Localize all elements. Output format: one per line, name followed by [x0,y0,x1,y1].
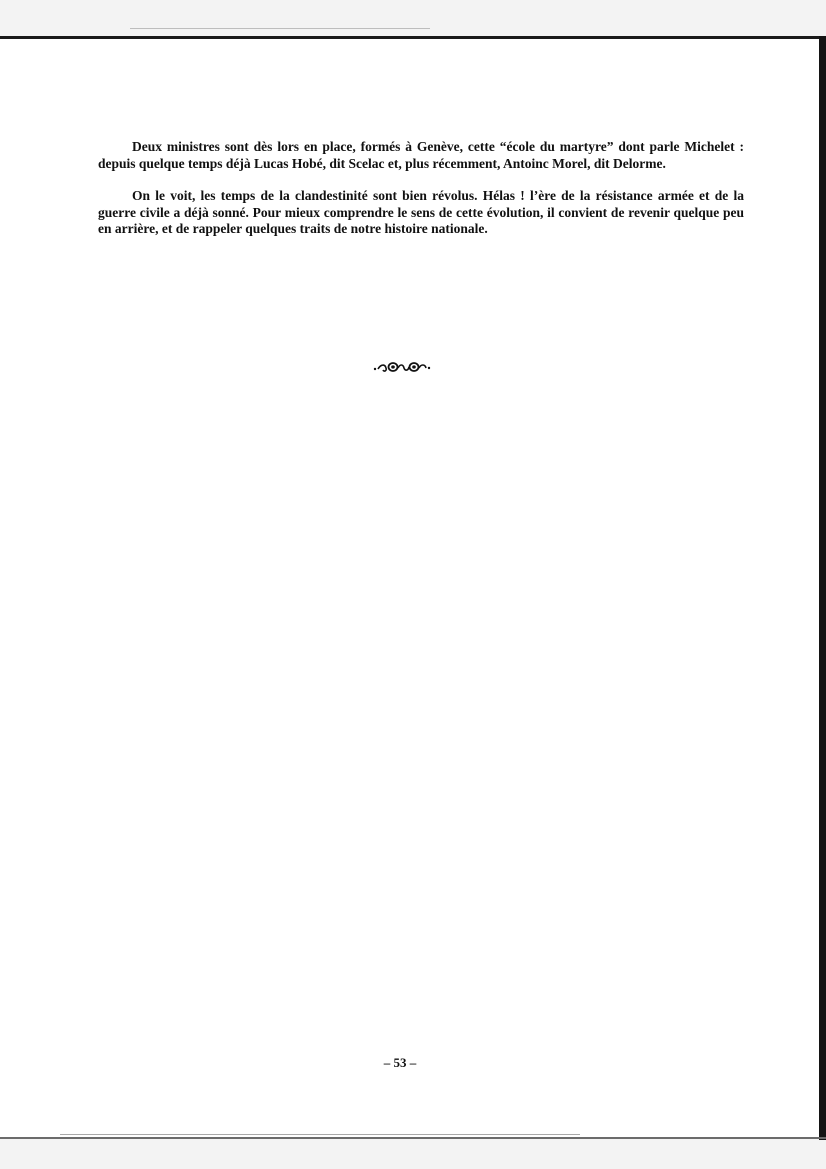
bottom-faint-line [60,1134,580,1135]
page-number: – 53 – [383,1055,417,1070]
bottom-rule [0,1137,826,1139]
fleuron-ornament-icon [372,360,432,374]
page-right-edge [819,36,826,1140]
top-rule [0,36,826,39]
paragraph-1: Deux ministres sont dès lors en place, formés à Genève, cette “école du martyre” dont parle Michelet : depuis quelque temps déjà Lucas Hobé, dit Scelac et, plus récemment, Antoinc Morel, dit Delorme. [98,139,744,171]
paragraph-2: On le voit, les temps de la clandestinité sont bien révolus. Hélas ! l’ère de la résistance armée et de la guerre civile a déjà sonné. Pour mieux comprendre le sens de cette évolution, il convient de revenir quelque peu en arrière, et de rappeler quelques traits de notre histoire nationale. [98,188,744,236]
body-text [98,139,744,254]
top-faint-line [130,28,430,29]
